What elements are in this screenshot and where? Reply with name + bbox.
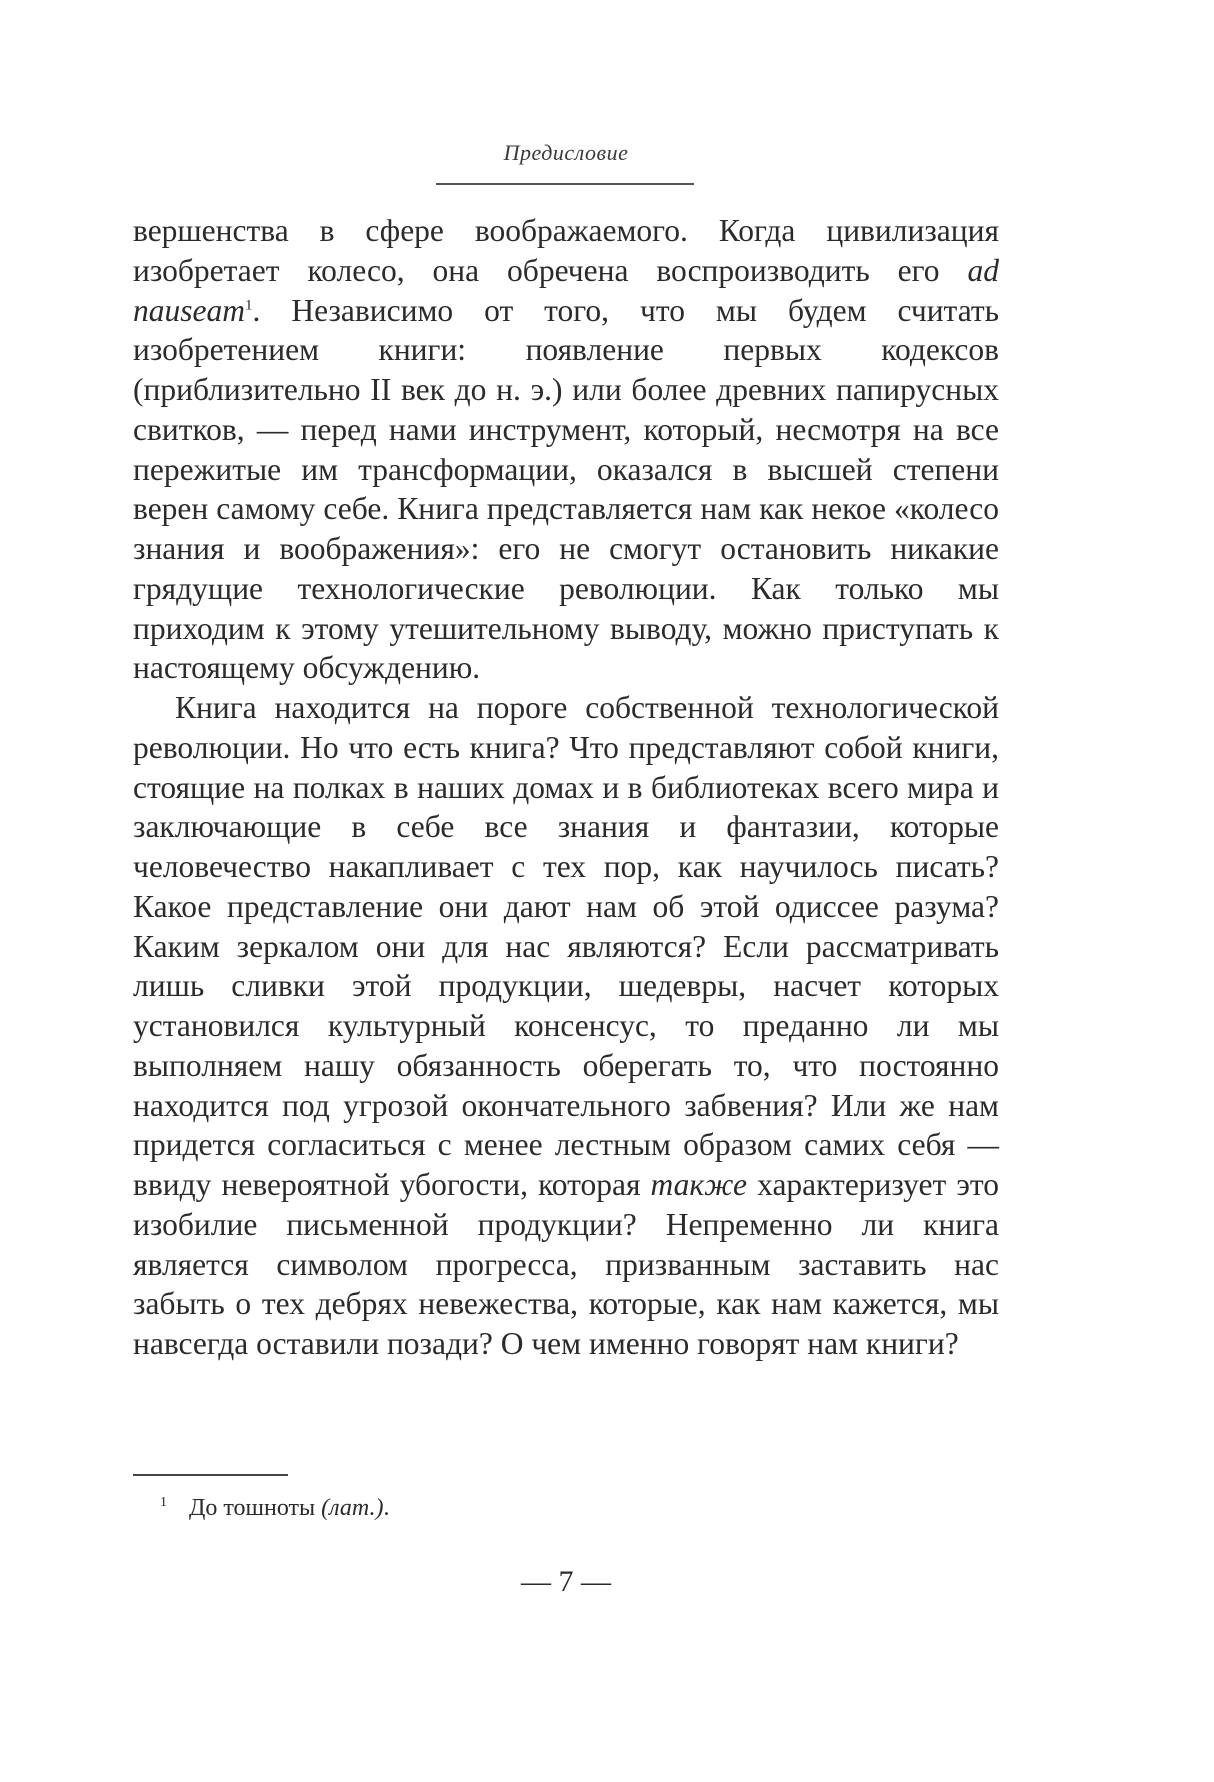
paragraph-1-italic: ad nauseam xyxy=(133,252,999,328)
footnote-end: . xyxy=(383,1495,390,1521)
running-head-rule xyxy=(436,183,694,185)
page-number: — 7 — xyxy=(521,1565,611,1598)
footnote-italic: (лат.) xyxy=(321,1495,384,1521)
paragraph-2-italic: также xyxy=(650,1167,748,1202)
footnote xyxy=(160,1493,390,1523)
footnote-rule xyxy=(133,1474,288,1476)
footnote-reference: 1 xyxy=(245,297,253,313)
paragraph-1-text-a: вершенства в сфере воображаемого. Когда цивилизация изобретает колесо, она обречена воспроизводить его xyxy=(133,213,999,288)
paragraph-2-text-b: характеризует это изобилие письменной продукции? Непременно ли книга является символом прогресса, призванным заставить нас забыть о тех дебрях невежества, которые, как нам кажется, мы навсегда оставили позади? О чем именно говорят нам книги? xyxy=(133,1167,999,1361)
footnote-text: До тошноты xyxy=(189,1495,322,1521)
paragraph-1 xyxy=(133,211,999,688)
paragraph-2-text-a: Книга находится на пороге собственной технологической революции. Но что есть книга? Что представляют собой книги, стоящие на полках в наших домах и в библиотеках всего мира и заключающие в себе все знания и фантазии, которые человечество накапливает с тех пор, как научилось писать? Какое представление они дают нам об этой одиссее разума? Каким зеркалом они для нас являются? Если рассматривать лишь сливки этой продукции, шедевры, насчет которых установился культурный консенсус, то преданно ли мы выполняем нашу обязанность оберегать то, что постоянно находится под угрозой окончательного забвения? Или же нам придется согласиться с менее лестным образом самих себя — ввиду невероятной убогости, которая xyxy=(133,690,999,1202)
running-head: Предисловие xyxy=(503,140,629,165)
footnote-mark: 1 xyxy=(160,1495,167,1510)
body-text xyxy=(133,211,999,1364)
paragraph-1-text-b: . Независимо от того, что мы будем считать изобретением книги: появление первых кодексов (приблизительно II век до н. э.) или более древних папирусных свитков, — перед нами инструмент, который, несмотря на все пережитые им трансформации, оказался в высшей степени верен самому себе. Книга представляется нам как некое «колесо знания и воображения»: его не смогут остановить никакие грядущие технологические революции. Как только мы приходим к этому утешительному выводу, можно приступать к настоящему обсуждению. xyxy=(133,292,999,686)
paragraph-2 xyxy=(133,688,999,1364)
